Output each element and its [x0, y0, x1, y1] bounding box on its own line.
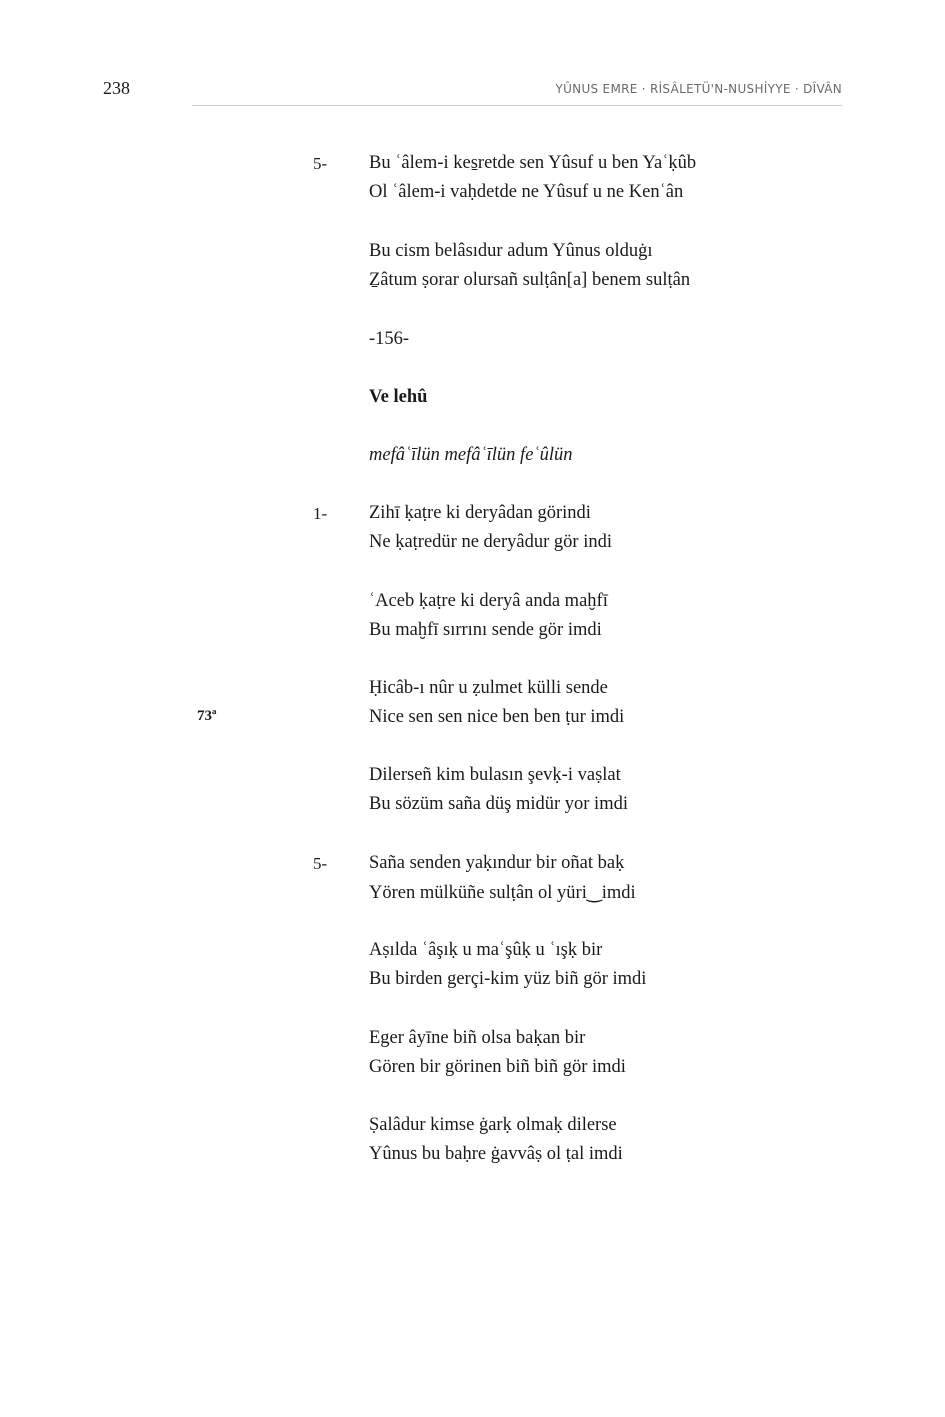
verse-line: Eger âyīne biñ olsa baḳan bir [369, 1028, 586, 1048]
verse-line: Ne ḳaṭredür ne deryâdur gör indi [369, 532, 612, 552]
verse-line: Ẕâtum ṣorar olursañ sulṭân[a] benem sulṭân [369, 270, 691, 290]
verse-line: Yûnus bu baḥre ġavvâṣ ol ṭal imdi [369, 1144, 623, 1164]
verse-line: Yören mülküñe sulṭân ol yüri‿imdi [369, 883, 636, 903]
verse-line: Ol ʿâlem-i vaḥdetde ne Yûsuf u ne Kenʿân [369, 182, 684, 202]
verse-line: Bu ʿâlem-i kes̱retde sen Yûsuf u ben Yaʿḳûb [369, 153, 697, 173]
poem-number: -156- [369, 329, 410, 349]
verse-number: 5- [313, 854, 328, 873]
verse-line: Ṣalâdur kimse ġarḳ olmaḳ dilerse [369, 1115, 617, 1135]
running-header: YÛNUS EMRE · RİSÂLETÜ'N-NUSHİYYE · DÎVÂN [555, 82, 842, 96]
header-rule [192, 105, 842, 106]
verse-line: Saña senden yaḳındur bir oñat baḳ [369, 853, 625, 873]
verse-line: Gören bir görinen biñ biñ gör imdi [369, 1057, 626, 1077]
poem-meter: mefâʿīlün mefâʿīlün feʿûlün [369, 445, 573, 465]
page-number: 238 [103, 78, 130, 98]
verse-line: Dilerseñ kim bulasın şevḳ-i vaṣlat [369, 765, 621, 785]
verse-number: 5- [313, 154, 328, 173]
verse-line: Bu birden gerçi-kim yüz biñ gör imdi [369, 969, 647, 989]
verse-line: Bu maḫfī sırrını sende gör imdi [369, 620, 602, 640]
verse-line: ʿAceb ḳaṭre ki deryâ anda maḫfī [369, 591, 608, 611]
verse-line: Bu sözüm saña düş midür yor imdi [369, 794, 628, 814]
poem-title: Ve lehû [369, 387, 428, 407]
verse-line: Ḥicâb-ı nûr u ẓulmet külli sende [369, 678, 608, 698]
verse-line: Bu cism belâsıdur adum Yûnus olduġı [369, 241, 653, 261]
verse-line: Aṣılda ʿâşıḳ u maʿşûḳ u ʿışḳ bir [369, 940, 603, 960]
verse-line: Nice sen sen nice ben ben ṭur imdi [369, 707, 625, 727]
verse-number: 1- [313, 504, 328, 523]
verse-line: Zihī ḳaṭre ki deryâdan görindi [369, 503, 591, 523]
folio-mark: 73ª [197, 708, 217, 724]
